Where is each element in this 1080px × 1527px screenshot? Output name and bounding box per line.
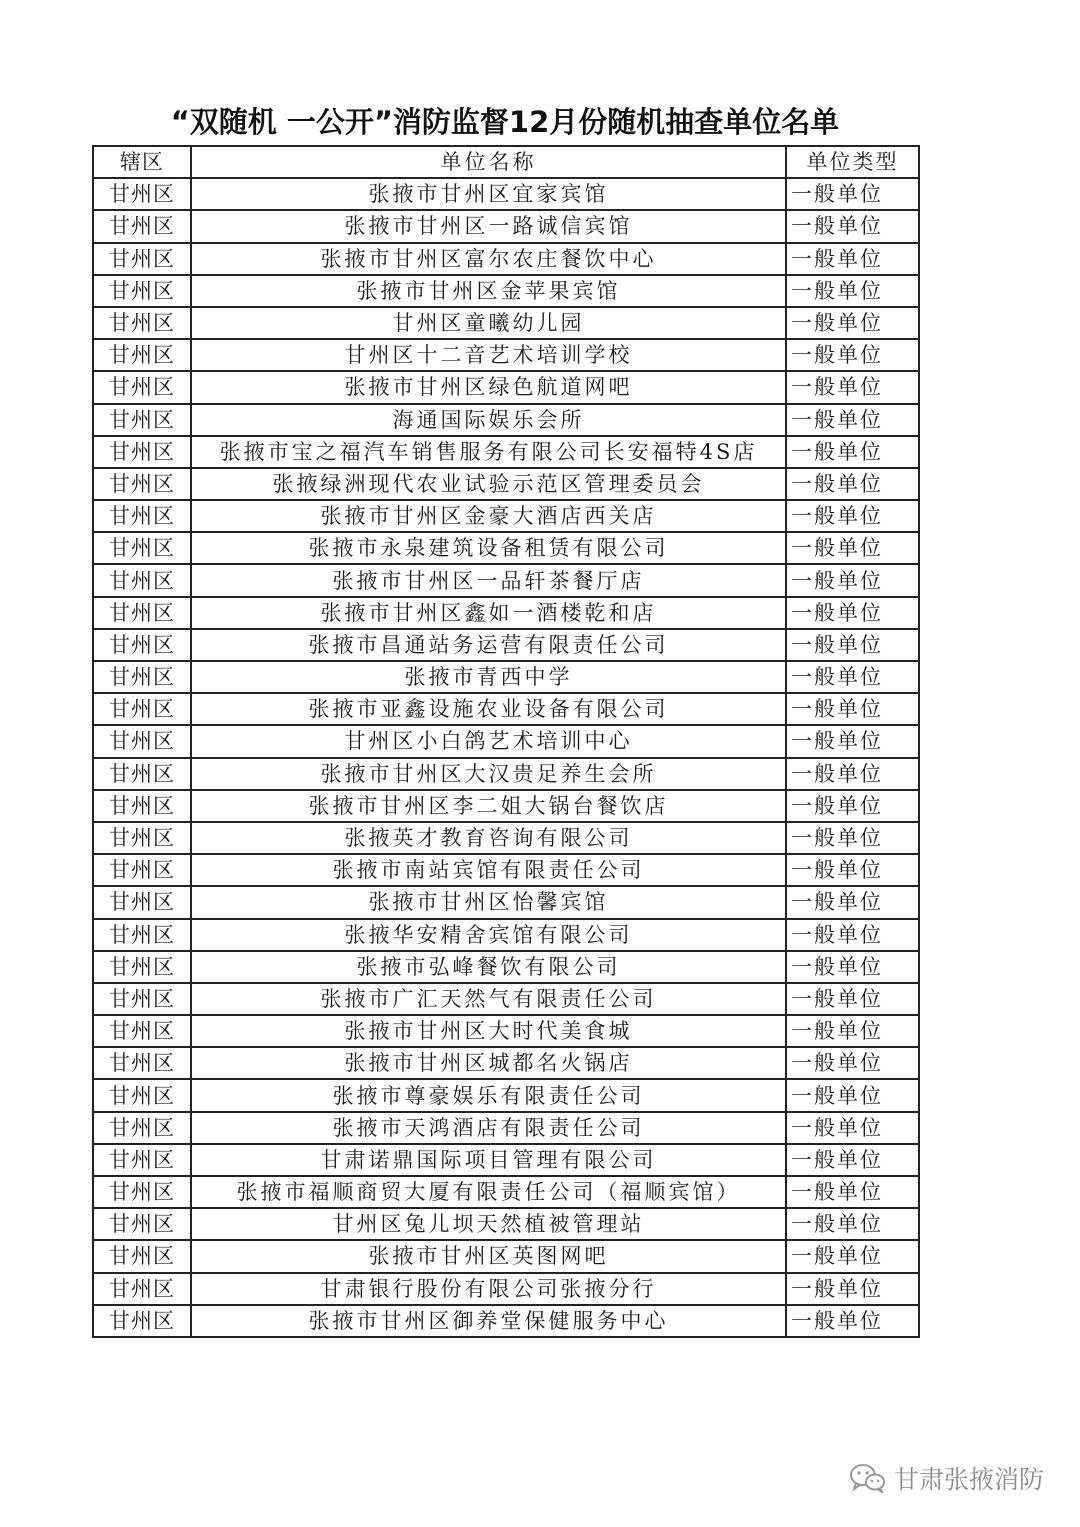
unit-name-cell: 甘州区小白鸽艺术培训中心	[191, 725, 786, 757]
district-cell: 甘州区	[93, 1047, 191, 1079]
district-cell: 甘州区	[93, 886, 191, 918]
table-body	[93, 178, 919, 1337]
table-row	[93, 468, 919, 500]
unit-type-cell: 一般单位	[786, 725, 919, 757]
unit-roster-table	[92, 145, 920, 1338]
table-row	[93, 564, 919, 596]
table-row	[93, 919, 919, 951]
district-cell: 甘州区	[93, 597, 191, 629]
table-row	[93, 307, 919, 339]
unit-name-cell: 甘肃银行股份有限公司张掖分行	[191, 1273, 786, 1305]
table-row	[93, 243, 919, 275]
district-cell: 甘州区	[93, 178, 191, 210]
table-row	[93, 371, 919, 403]
table-row	[93, 275, 919, 307]
unit-name-cell: 张掖市昌通站务运营有限责任公司	[191, 629, 786, 661]
table-row	[93, 1176, 919, 1208]
district-cell: 甘州区	[93, 1305, 191, 1337]
district-cell: 甘州区	[93, 693, 191, 725]
district-cell: 甘州区	[93, 564, 191, 596]
table-row	[93, 725, 919, 757]
table-row	[93, 500, 919, 532]
district-cell: 甘州区	[93, 307, 191, 339]
district-cell: 甘州区	[93, 1144, 191, 1176]
unit-type-cell: 一般单位	[786, 564, 919, 596]
unit-name-cell: 张掖市甘州区大时代美食城	[191, 1015, 786, 1047]
unit-name-cell: 张掖华安精舍宾馆有限公司	[191, 919, 786, 951]
table-row	[93, 629, 919, 661]
unit-name-cell: 张掖市天鸿酒店有限责任公司	[191, 1112, 786, 1144]
unit-name-cell: 张掖市甘州区鑫如一酒楼乾和店	[191, 597, 786, 629]
unit-type-cell: 一般单位	[786, 178, 919, 210]
unit-name-cell: 张掖市甘州区李二姐大锅台餐饮店	[191, 790, 786, 822]
table-row	[93, 1015, 919, 1047]
unit-name-cell: 张掖市甘州区城都名火锅店	[191, 1047, 786, 1079]
table-row	[93, 597, 919, 629]
district-cell: 甘州区	[93, 339, 191, 371]
page-title: “双随机 一公开”消防监督12月份随机抽查单位名单	[170, 105, 840, 139]
unit-type-cell: 一般单位	[786, 1273, 919, 1305]
unit-name-cell: 张掖绿洲现代农业试验示范区管理委员会	[191, 468, 786, 500]
unit-name-cell: 甘州区十二音艺术培训学校	[191, 339, 786, 371]
table-row	[93, 1047, 919, 1079]
unit-type-cell: 一般单位	[786, 1112, 919, 1144]
table-row	[93, 790, 919, 822]
unit-name-cell: 张掖市南站宾馆有限责任公司	[191, 854, 786, 886]
column-header-unit-type: 单位类型	[786, 146, 919, 178]
unit-type-cell: 一般单位	[786, 436, 919, 468]
table-row	[93, 1144, 919, 1176]
unit-name-cell: 张掖英才教育咨询有限公司	[191, 822, 786, 854]
table-row	[93, 1079, 919, 1111]
district-cell: 甘州区	[93, 210, 191, 242]
unit-name-cell: 张掖市亚鑫设施农业设备有限公司	[191, 693, 786, 725]
wechat-watermark	[850, 1458, 1044, 1498]
unit-type-cell: 一般单位	[786, 371, 919, 403]
table-row	[93, 339, 919, 371]
column-header-district: 辖区	[93, 146, 191, 178]
unit-type-cell: 一般单位	[786, 210, 919, 242]
district-cell: 甘州区	[93, 758, 191, 790]
table-row	[93, 983, 919, 1015]
table-row	[93, 1273, 919, 1305]
district-cell: 甘州区	[93, 1208, 191, 1240]
unit-type-cell: 一般单位	[786, 629, 919, 661]
district-cell: 甘州区	[93, 822, 191, 854]
district-cell: 甘州区	[93, 371, 191, 403]
district-cell: 甘州区	[93, 725, 191, 757]
unit-type-cell: 一般单位	[786, 1208, 919, 1240]
district-cell: 甘州区	[93, 404, 191, 436]
unit-name-cell: 张掖市甘州区一路诚信宾馆	[191, 210, 786, 242]
unit-name-cell: 张掖市甘州区一品轩茶餐厅店	[191, 564, 786, 596]
unit-type-cell: 一般单位	[786, 1015, 919, 1047]
district-cell: 甘州区	[93, 790, 191, 822]
district-cell: 甘州区	[93, 1176, 191, 1208]
unit-name-cell: 张掖市甘州区怡馨宾馆	[191, 886, 786, 918]
unit-name-cell: 甘肃诺鼎国际项目管理有限公司	[191, 1144, 786, 1176]
unit-name-cell: 张掖市福顺商贸大厦有限责任公司（福顺宾馆）	[191, 1176, 786, 1208]
table-row	[93, 1208, 919, 1240]
district-cell: 甘州区	[93, 500, 191, 532]
unit-name-cell: 张掖市甘州区宜家宾馆	[191, 178, 786, 210]
table-row	[93, 1240, 919, 1272]
unit-type-cell: 一般单位	[786, 307, 919, 339]
district-cell: 甘州区	[93, 275, 191, 307]
unit-type-cell: 一般单位	[786, 1176, 919, 1208]
column-header-unit-name: 单位名称	[191, 146, 786, 178]
unit-name-cell: 张掖市甘州区御养堂保健服务中心	[191, 1305, 786, 1337]
district-cell: 甘州区	[93, 629, 191, 661]
unit-name-cell: 张掖市甘州区大汉贵足养生会所	[191, 758, 786, 790]
unit-name-cell: 张掖市甘州区金豪大酒店西关店	[191, 500, 786, 532]
table-row	[93, 1305, 919, 1337]
unit-type-cell: 一般单位	[786, 243, 919, 275]
unit-type-cell: 一般单位	[786, 404, 919, 436]
district-cell: 甘州区	[93, 1112, 191, 1144]
unit-type-cell: 一般单位	[786, 597, 919, 629]
table-row	[93, 436, 919, 468]
unit-type-cell: 一般单位	[786, 1144, 919, 1176]
unit-type-cell: 一般单位	[786, 500, 919, 532]
unit-type-cell: 一般单位	[786, 983, 919, 1015]
district-cell: 甘州区	[93, 854, 191, 886]
district-cell: 甘州区	[93, 1015, 191, 1047]
watermark-text: 甘肃张掖消防	[893, 1465, 1044, 1494]
district-cell: 甘州区	[93, 468, 191, 500]
unit-type-cell: 一般单位	[786, 854, 919, 886]
unit-name-cell: 甘州区兔儿坝天然植被管理站	[191, 1208, 786, 1240]
unit-type-cell: 一般单位	[786, 822, 919, 854]
unit-type-cell: 一般单位	[786, 951, 919, 983]
table-row	[93, 822, 919, 854]
table-row	[93, 661, 919, 693]
unit-name-cell: 张掖市永泉建筑设备租赁有限公司	[191, 532, 786, 564]
table-header-row	[93, 146, 919, 178]
unit-type-cell: 一般单位	[786, 693, 919, 725]
unit-name-cell: 张掖市甘州区绿色航道网吧	[191, 371, 786, 403]
district-cell: 甘州区	[93, 243, 191, 275]
district-cell: 甘州区	[93, 436, 191, 468]
district-cell: 甘州区	[93, 951, 191, 983]
unit-type-cell: 一般单位	[786, 468, 919, 500]
table-row	[93, 693, 919, 725]
unit-type-cell: 一般单位	[786, 275, 919, 307]
district-cell: 甘州区	[93, 1240, 191, 1272]
district-cell: 甘州区	[93, 1079, 191, 1111]
table-row	[93, 1112, 919, 1144]
table-row	[93, 532, 919, 564]
unit-name-cell: 张掖市甘州区英图网吧	[191, 1240, 786, 1272]
unit-name-cell: 张掖市弘峰餐饮有限公司	[191, 951, 786, 983]
unit-type-cell: 一般单位	[786, 1240, 919, 1272]
wechat-icon	[850, 1463, 886, 1493]
unit-type-cell: 一般单位	[786, 532, 919, 564]
unit-type-cell: 一般单位	[786, 758, 919, 790]
unit-name-cell: 张掖市青西中学	[191, 661, 786, 693]
unit-name-cell: 甘州区童曦幼儿园	[191, 307, 786, 339]
table-row	[93, 210, 919, 242]
unit-type-cell: 一般单位	[786, 919, 919, 951]
table-row	[93, 951, 919, 983]
district-cell: 甘州区	[93, 661, 191, 693]
unit-name-cell: 张掖市甘州区金苹果宾馆	[191, 275, 786, 307]
table-row	[93, 854, 919, 886]
unit-name-cell: 海通国际娱乐会所	[191, 404, 786, 436]
unit-type-cell: 一般单位	[786, 339, 919, 371]
table-row	[93, 178, 919, 210]
unit-type-cell: 一般单位	[786, 1305, 919, 1337]
unit-type-cell: 一般单位	[786, 1047, 919, 1079]
district-cell: 甘州区	[93, 1273, 191, 1305]
district-cell: 甘州区	[93, 983, 191, 1015]
unit-name-cell: 张掖市甘州区富尔农庄餐饮中心	[191, 243, 786, 275]
table-row	[93, 404, 919, 436]
unit-type-cell: 一般单位	[786, 886, 919, 918]
district-cell: 甘州区	[93, 919, 191, 951]
unit-type-cell: 一般单位	[786, 661, 919, 693]
table-row	[93, 886, 919, 918]
unit-type-cell: 一般单位	[786, 790, 919, 822]
unit-name-cell: 张掖市宝之福汽车销售服务有限公司长安福特4S店	[191, 436, 786, 468]
unit-type-cell: 一般单位	[786, 1079, 919, 1111]
unit-name-cell: 张掖市广汇天然气有限责任公司	[191, 983, 786, 1015]
district-cell: 甘州区	[93, 532, 191, 564]
table-row	[93, 758, 919, 790]
unit-name-cell: 张掖市尊豪娱乐有限责任公司	[191, 1079, 786, 1111]
